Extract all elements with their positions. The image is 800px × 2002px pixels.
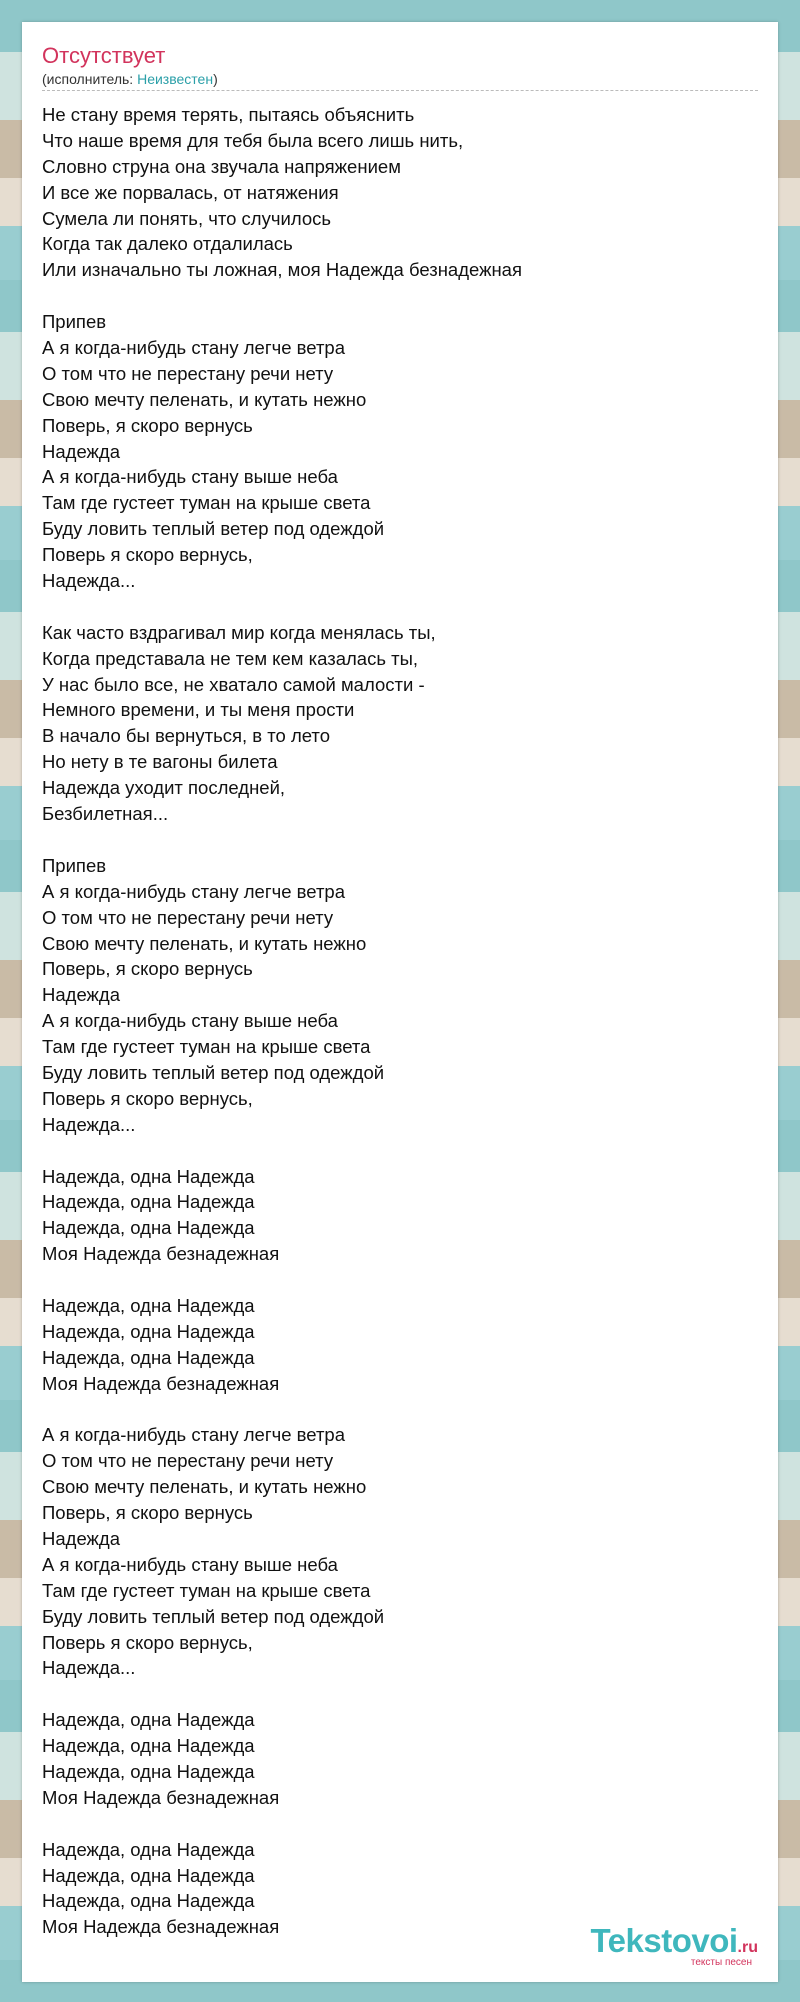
lyrics-line: А я когда-нибудь стану выше неба xyxy=(42,1553,338,1575)
lyrics-line: Надежда... xyxy=(42,570,136,592)
lyrics-line: А я когда-нибудь стану выше неба xyxy=(42,466,338,488)
lyrics-line: Буду ловить теплый ветер под одеждой xyxy=(42,1061,385,1083)
lyrics-blank-line xyxy=(42,594,758,620)
song-header xyxy=(42,42,758,91)
lyrics-line: А я когда-нибудь стану легче ветра xyxy=(42,880,345,902)
lyrics-line: Надежда уходит последней, xyxy=(42,777,286,799)
lyrics-line: Надежда xyxy=(42,440,120,462)
logo-tagline: тексты песен xyxy=(690,1957,752,1968)
lyrics-card xyxy=(22,22,778,1982)
lyrics-line: Там где густеет туман на крыше света xyxy=(42,492,371,514)
lyrics-line: Надежда, одна Надежда xyxy=(42,1165,255,1187)
logo-tld: .ru xyxy=(737,1939,758,1956)
lyrics-line: Надежда, одна Надежда xyxy=(42,1838,255,1860)
lyrics-line: Поверь, я скоро вернусь xyxy=(42,958,253,980)
lyrics-line: Надежда xyxy=(42,984,120,1006)
lyrics-line: Надежда, одна Надежда xyxy=(42,1890,255,1912)
lyrics-line: Надежда xyxy=(42,1527,120,1549)
lyrics-line: Свою мечту пеленать, и кутать нежно xyxy=(42,1476,367,1498)
lyrics-line: Моя Надежда безнадежная xyxy=(42,1786,280,1808)
lyrics-blank-line xyxy=(42,283,758,309)
site-logo[interactable] xyxy=(590,1924,758,1968)
artist-link[interactable]: Неизвестен xyxy=(137,71,214,87)
lyrics-line: А я когда-нибудь стану легче ветра xyxy=(42,337,345,359)
artist-prefix: (исполнитель: xyxy=(42,71,138,87)
lyrics-blank-line xyxy=(42,1138,758,1164)
lyrics-line: Поверь, я скоро вернусь xyxy=(42,1502,253,1524)
lyrics-line: Когда представала не тем кем казалась ты, xyxy=(42,647,419,669)
lyrics-line: Не стану время терять, пытаясь объяснить xyxy=(42,104,415,125)
artist-suffix: ) xyxy=(213,71,218,87)
lyrics-line: Надежда, одна Надежда xyxy=(42,1346,255,1368)
lyrics-line: Поверь я скоро вернусь, xyxy=(42,544,253,566)
lyrics-line: И все же порвалась, от натяжения xyxy=(42,181,339,203)
lyrics-line: Надежда, одна Надежда xyxy=(42,1735,255,1757)
lyrics-line: Моя Надежда безнадежная xyxy=(42,1372,280,1394)
lyrics-line: Надежда, одна Надежда xyxy=(42,1761,255,1782)
lyrics-line: Там где густеет туман на крыше света xyxy=(42,1579,371,1601)
lyrics-line: Поверь я скоро вернусь, xyxy=(42,1087,253,1109)
lyrics-line: Там где густеет туман на крыше света xyxy=(42,1036,371,1058)
lyrics-blank-line xyxy=(42,1681,758,1707)
lyrics-line: Надежда... xyxy=(42,1657,136,1679)
lyrics-line: Или изначально ты ложная, моя Надежда безнадежная xyxy=(42,259,522,281)
song-title: Отсутствует xyxy=(42,43,166,68)
lyrics-line: О том что не перестану речи нету xyxy=(42,362,334,384)
lyrics-line: Надежда, одна Надежда xyxy=(42,1320,255,1342)
lyrics-line: Моя Надежда безнадежная xyxy=(42,1916,280,1938)
lyrics-line: Надежда, одна Надежда xyxy=(42,1217,255,1239)
lyrics-line: Надежда, одна Надежда xyxy=(42,1191,255,1213)
lyrics-line: А я когда-нибудь стану легче ветра xyxy=(42,1424,345,1446)
lyrics-blank-line xyxy=(42,1811,758,1837)
lyrics-line: Буду ловить теплый ветер под одеждой xyxy=(42,1605,385,1627)
lyrics-line: Свою мечту пеленать, и кутать нежно xyxy=(42,388,367,410)
lyrics-line: О том что не перестану речи нету xyxy=(42,906,334,928)
lyrics-line: Припев xyxy=(42,311,107,333)
artist-line xyxy=(42,70,758,91)
lyrics-line: Моя Надежда безнадежная xyxy=(42,1243,280,1265)
lyrics-text xyxy=(42,102,758,1940)
lyrics-blank-line xyxy=(42,1267,758,1293)
lyrics-line: Надежда... xyxy=(42,1113,136,1135)
lyrics-line: Безбилетная... xyxy=(42,803,169,825)
lyrics-line: Надежда, одна Надежда xyxy=(42,1864,255,1886)
lyrics-line: Свою мечту пеленать, и кутать нежно xyxy=(42,932,367,954)
lyrics-line: Поверь я скоро вернусь, xyxy=(42,1631,253,1653)
lyrics-line: Буду ловить теплый ветер под одеждой xyxy=(42,518,385,540)
lyrics-line: Сумела ли понять, что случилось xyxy=(42,207,331,229)
lyrics-line: Когда так далеко отдалилась xyxy=(42,233,293,255)
lyrics-line: О том что не перестану речи нету xyxy=(42,1450,334,1472)
lyrics-line: Немного времени, и ты меня прости xyxy=(42,699,355,721)
lyrics-line: В начало бы вернуться, в то лето xyxy=(42,725,330,747)
lyrics-line: Надежда, одна Надежда xyxy=(42,1709,255,1731)
lyrics-blank-line xyxy=(42,827,758,853)
lyrics-line: У нас было все, не хватало самой малости - xyxy=(42,673,425,695)
lyrics-line: Как часто вздрагивал мир когда менялась ты, xyxy=(42,621,436,643)
logo-name: Tekstovoi xyxy=(590,1922,738,1959)
lyrics-line: Но нету в те вагоны билета xyxy=(42,751,278,773)
lyrics-line: Словно струна она звучала напряжением xyxy=(42,155,401,177)
lyrics-line: Поверь, я скоро вернусь xyxy=(42,414,253,436)
lyrics-line: Припев xyxy=(42,854,107,876)
lyrics-line: Что наше время для тебя была всего лишь нить, xyxy=(42,129,464,151)
lyrics-line: Надежда, одна Надежда xyxy=(42,1294,255,1316)
lyrics-blank-line xyxy=(42,1397,758,1423)
lyrics-line: А я когда-нибудь стану выше неба xyxy=(42,1010,338,1032)
